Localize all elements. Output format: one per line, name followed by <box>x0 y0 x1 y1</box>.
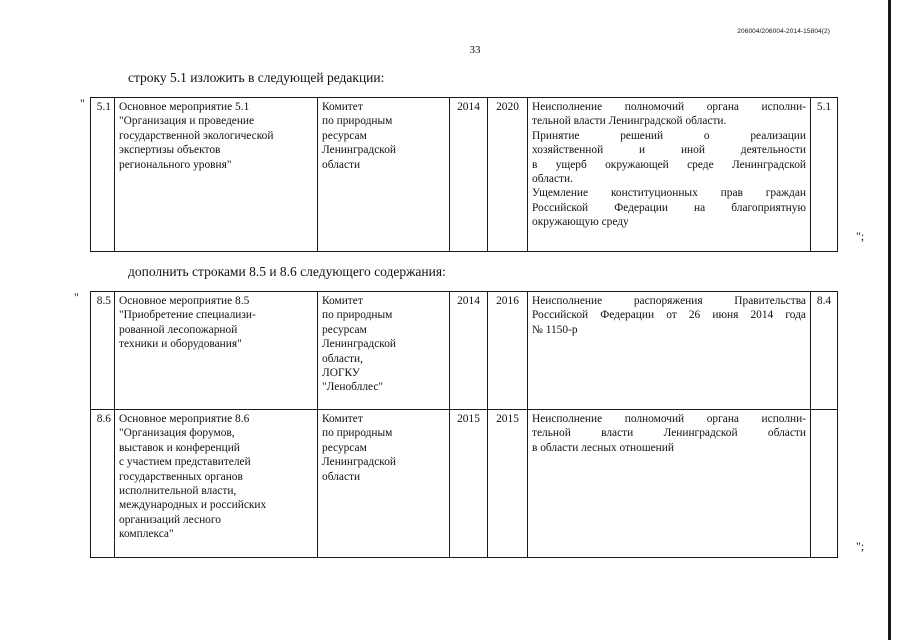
page-edge-rule <box>888 0 891 640</box>
start-year: 2014 <box>450 292 488 410</box>
table-row <box>91 292 838 410</box>
document-code: 206004/206004-2014-15804(2) <box>737 28 830 35</box>
consequences: Неисполнение распоряжения Правительства Российской Федерации от 26 июня 2014 года № 1150-р <box>528 292 811 410</box>
consequences: Неисполнение полномочий органа исполни- тельной власти Ленинградской области. Принятие решений о реализации хозяйственной и иной деятельности в ущерб окружающей среде Ленинградской области. Ущемление конституционных прав граждан Российской Федерации на благоприятную окружающую среду <box>528 98 811 252</box>
start-year: 2014 <box>450 98 488 252</box>
activity-name: Основное мероприятие 8.6 "Организация форумов, выставок и конференций с участием представителей государственных органов исполнительной власти, международных и российских организаций лесного комплекса" <box>115 410 318 558</box>
related-indicator: 5.1 <box>811 98 838 252</box>
instruction-add-rows: дополнить строками 8.5 и 8.6 следующего содержания: <box>128 264 446 279</box>
table-row-5-1 <box>90 97 838 252</box>
end-year: 2020 <box>488 98 528 252</box>
activity-name: Основное мероприятие 5.1 "Организация и проведение государственной экологической экспертизы объектов регионального уровня" <box>115 98 318 252</box>
table-row <box>91 410 838 558</box>
page-number: 33 <box>469 44 481 56</box>
open-quote: " <box>74 290 79 304</box>
related-indicator <box>811 410 838 558</box>
consequences: Неисполнение полномочий органа исполни- тельной власти Ленинградской области в области лесных отношений <box>528 410 811 558</box>
responsible-organization: Комитет по природным ресурсам Ленинградской области <box>318 410 450 558</box>
start-year: 2015 <box>450 410 488 558</box>
row-number: 5.1 <box>91 98 115 252</box>
row-number: 8.6 <box>91 410 115 558</box>
activity-name: Основное мероприятие 8.5 "Приобретение специализи- рованной лесопожарной техники и оборудования" <box>115 292 318 410</box>
table-row <box>91 98 838 252</box>
instruction-replace-5-1: строку 5.1 изложить в следующей редакции: <box>128 70 385 85</box>
related-indicator: 8.4 <box>811 292 838 410</box>
end-year: 2015 <box>488 410 528 558</box>
responsible-organization: Комитет по природным ресурсам Ленинградской области, ЛОГКУ "Ленобллес" <box>318 292 450 410</box>
end-year: 2016 <box>488 292 528 410</box>
row-number: 8.5 <box>91 292 115 410</box>
close-quote: "; <box>856 229 865 243</box>
open-quote: " <box>80 96 85 110</box>
table-rows-8-5-8-6 <box>90 291 838 558</box>
responsible-organization: Комитет по природным ресурсам Ленинградской области <box>318 98 450 252</box>
close-quote: "; <box>856 539 865 553</box>
